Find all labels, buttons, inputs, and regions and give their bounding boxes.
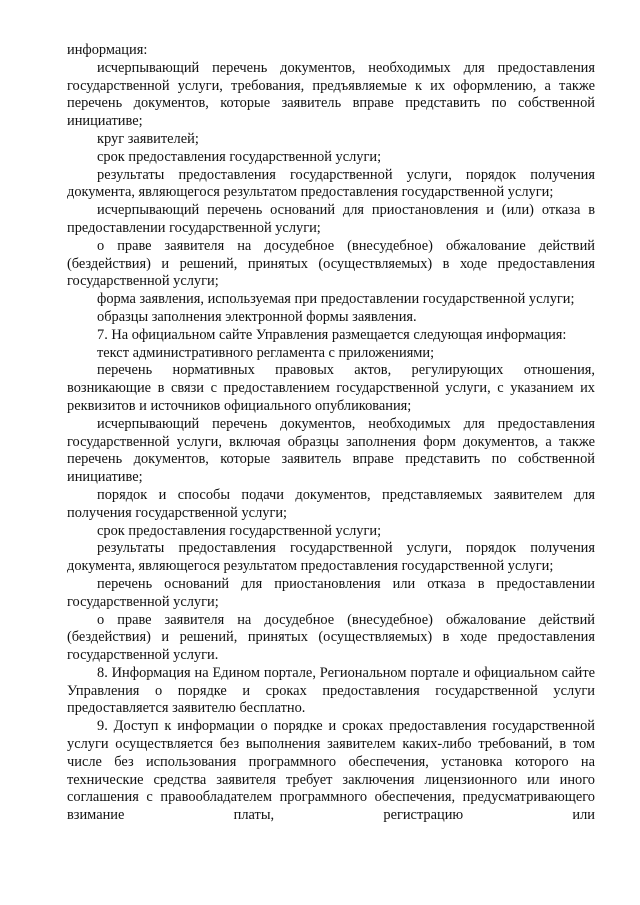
paragraph-14: порядок и способы подачи документов, представляемых заявителем для получения государственной услуги; xyxy=(67,486,595,521)
document-page xyxy=(67,42,595,825)
paragraph-7: о праве заявителя на досудебное (внесудебное) обжалование действий (бездействия) и решений, принятых (осуществляемых) в ходе предоставления государственной услуги; xyxy=(67,237,595,290)
paragraph-3: круг заявителей; xyxy=(97,130,199,147)
paragraph-8: форма заявления, используемая при предоставлении государственной услуги; xyxy=(97,291,575,308)
paragraph-19: 8. Информация на Едином портале, Региональном портале и официальном сайте Управления о порядке и сроках предоставления государственной услуги предоставляется заявителю бесплатно. xyxy=(67,664,595,717)
paragraph-16: результаты предоставления государственной услуги, порядок получения документа, являющегося результатом предоставления государственной услуги; xyxy=(67,540,595,575)
paragraph-4: срок предоставления государственной услуги; xyxy=(97,148,382,165)
paragraph-2: исчерпывающий перечень документов, необходимых для предоставления государственной услуги, требования, предъявляемые к их оформлению, а также перечень документов, которые заявитель вправе представить по собственной инициативе; xyxy=(67,59,595,130)
paragraph-5: результаты предоставления государственной услуги, порядок получения документа, являющегося результатом предоставления государственной услуги; xyxy=(67,166,595,201)
paragraph-13: исчерпывающий перечень документов, необходимых для предоставления государственной услуги, включая образцы заполнения форм документов, а также перечень документов, которые заявитель вправе представить по собственной инициативе; xyxy=(67,415,595,486)
paragraph-20: 9. Доступ к информации о порядке и сроках предоставления государственной услуги осуществляется без выполнения заявителем каких-либо требований, в том числе без использования программного обеспечения, установка которого на технические средства заявителя требует заключения лицензионного или иного соглашения с правообладателем программного обеспечения, предусматривающего взимание платы, регистрацию или xyxy=(67,718,595,824)
paragraph-10: 7. На официальном сайте Управления размещается следующая информация: xyxy=(97,326,567,343)
paragraph-1: информация: xyxy=(67,42,148,58)
paragraph-17: перечень оснований для приостановления или отказа в предоставлении государственной услуги; xyxy=(67,575,595,610)
paragraph-6: исчерпывающий перечень оснований для приостановления и (или) отказа в предоставлении государственной услуги; xyxy=(67,202,595,236)
paragraph-11: текст административного регламента с приложениями; xyxy=(97,344,435,361)
paragraph-9: образцы заполнения электронной формы заявления. xyxy=(97,308,417,325)
paragraph-18: о праве заявителя на досудебное (внесудебное) обжалование действий (бездействия) и решений, принятых (осуществляемых) в ходе предоставления государственной услуги. xyxy=(67,611,595,664)
paragraph-12: перечень нормативных правовых актов, регулирующих отношения, возникающие в связи с предоставлением государственной услуги, с указанием их реквизитов и источников официального опубликования; xyxy=(67,362,595,414)
paragraph-15: срок предоставления государственной услуги; xyxy=(97,522,382,539)
